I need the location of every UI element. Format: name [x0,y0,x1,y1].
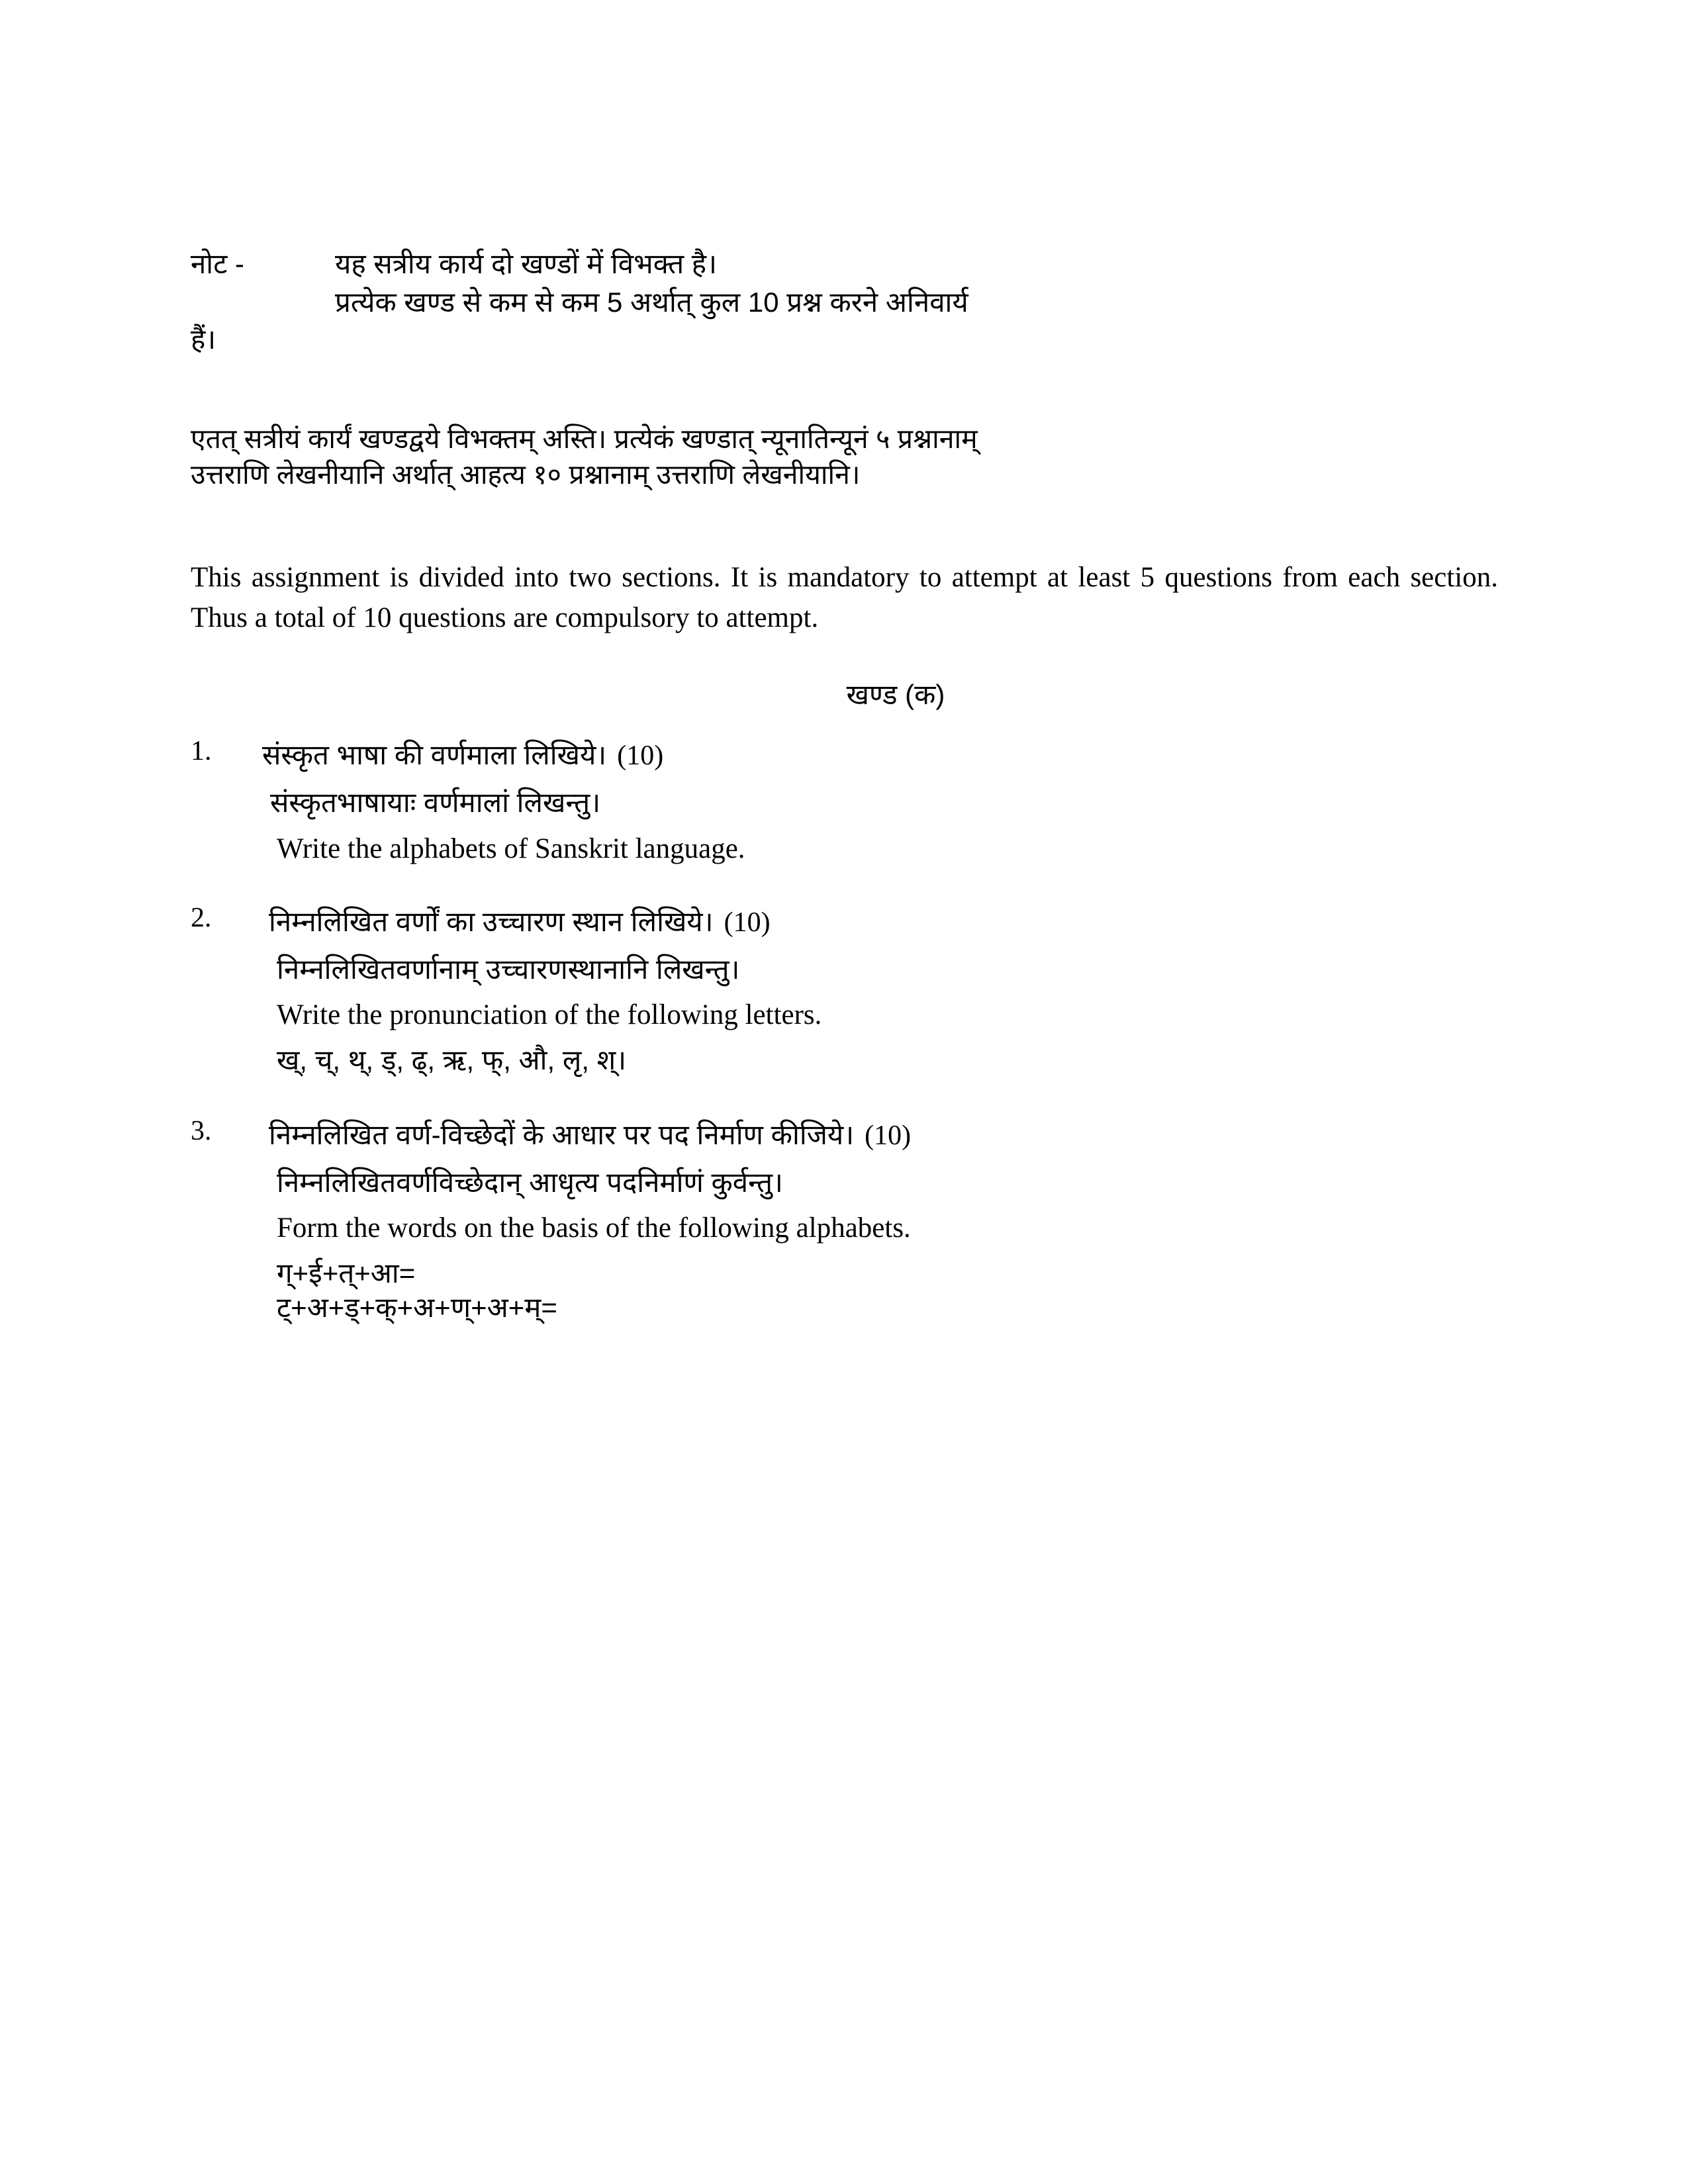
question-2-sanskrit: निम्नलिखितवर्णानाम् उच्चारणस्थानानि लिखन्तु। [277,953,740,985]
spacer-q1-b [191,821,1501,833]
sanskrit-intro-line-2: उत्तराणि लेखनीयानि अर्थात् आहत्य १० प्रश्नानाम् उत्तराणि लेखनीयानि। [191,459,861,490]
question-3-hindi: निम्नलिखित वर्ण-विच्छेदों के आधार पर पद निर्माण कीजिये। [269,1118,855,1150]
question-2-item: ख्, च्, थ्, ड्, ढ्, ऋ, फ्, औ, लृ, श्। [277,1044,627,1076]
section-heading: खण्ड (क) [846,678,945,710]
question-2-items [277,1043,1501,1077]
note-line-3: हैं। [191,323,216,355]
spacer-q3-c [191,1244,1501,1256]
question-2-english: Write the pronunciation of the following letters. [277,999,822,1031]
question-1 [191,735,1501,865]
question-3-number: 3. [191,1115,212,1146]
question-1-hindi: संस्कृत भाषा की वर्णमाला लिखिये। [262,739,607,770]
spacer-q1-a [191,773,1501,785]
spacer-q2-b [191,987,1501,999]
question-1-sanskrit: संस्कृतभाषायाः वर्णमालां लिखन्तु। [270,786,601,818]
question-1-number: 1. [191,735,212,766]
spacer-after-english-intro [191,638,1501,675]
spacer-after-question-1 [191,865,1501,902]
sanskrit-intro [191,422,1501,492]
question-1-head [191,735,1501,773]
question-3-item: ट्+अ+ड्+क्+अ+ण्+अ+म्= [277,1292,557,1324]
note-line-2: प्रत्येक खण्ड से कम से कम 5 अर्थात् कुल 10 प्रश्न करने अनिवार्य [335,286,968,318]
question-3-item: ग्+ई+त्+आ= [277,1257,416,1289]
note-first-row [191,246,1501,282]
note-line-1: यह सत्रीय कार्य दो खण्डों में विभक्त है। [335,248,718,279]
spacer-after-section-heading [191,713,1501,735]
spacer-after-question-2 [191,1078,1501,1115]
question-3-items [277,1256,1501,1325]
question-3-english: Form the words on the basis of the following alphabets. [277,1212,911,1244]
question-2 [191,902,1501,1078]
question-2-head [191,902,1501,940]
question-1-marks: (10) [617,740,664,771]
spacer-after-note [191,357,1501,422]
question-3-sanskrit: निम्नलिखितवर्णविच्छेदान् आधृत्य पदनिर्माणं कुर्वन्तु। [277,1166,783,1198]
spacer-q2-a [191,940,1501,952]
english-intro: This assignment is divided into two sections. It is mandatory to attempt at least 5 questions from each section. Thus a total of 10 questions are compulsory to attempt. [191,561,1498,633]
question-3 [191,1115,1501,1326]
sanskrit-intro-line-1: एतत् सत्रीयं कार्यं खण्डद्वये विभक्तम् अस्ति। प्रत्येकं खण्डात् न्यूनातिन्यूनं ५ प्रश्नानाम् [191,424,978,455]
question-3-head [191,1115,1501,1153]
question-3-marks: (10) [865,1120,912,1151]
note-block [191,246,1501,357]
spacer-q2-c [191,1031,1501,1043]
spacer-q3-a [191,1153,1501,1165]
question-1-english: Write the alphabets of Sanskrit language. [277,833,745,864]
question-2-hindi: निम्नलिखित वर्णों का उच्चारण स्थान लिखिये। [269,905,714,937]
question-2-number: 2. [191,902,212,933]
document-content [191,246,1501,1325]
note-label: नोट - [191,248,245,279]
question-2-marks: (10) [724,907,771,938]
spacer-after-sanskrit-intro [191,492,1501,557]
spacer-q3-b [191,1200,1501,1212]
